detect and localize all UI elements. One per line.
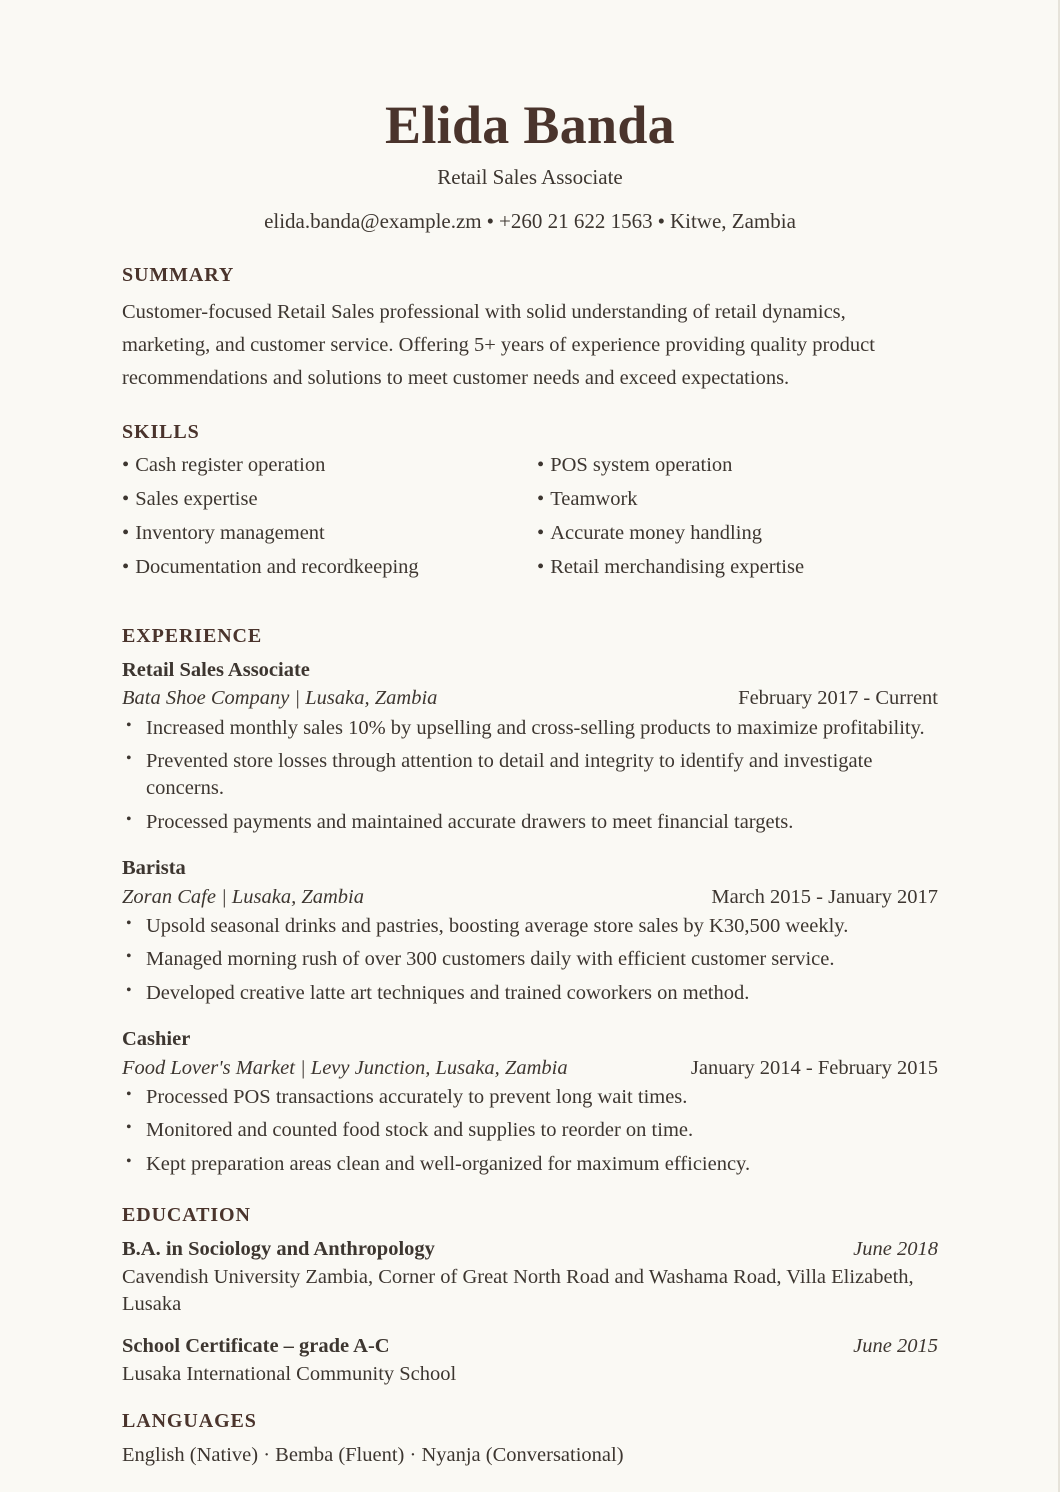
contact-phone: +260 21 622 1563: [499, 208, 653, 233]
education-entry-head: [122, 1333, 938, 1360]
education-entry-head: [122, 1236, 938, 1263]
resume-header: [122, 96, 938, 234]
section-heading-experience: EXPERIENCE: [122, 624, 263, 647]
skill-label: Sales expertise: [135, 488, 258, 511]
summary-section: [122, 264, 938, 396]
education-date: June 2018: [853, 1237, 938, 1260]
bullet-icon: •: [122, 488, 130, 511]
bullet-icon: •: [122, 555, 130, 578]
education-entry: [122, 1333, 938, 1388]
bullet-icon: •: [122, 454, 130, 477]
skills-column-left: [122, 453, 530, 588]
job-bullet: • Kept preparation areas clean and well-organized for maximum efficiency.: [122, 1151, 938, 1178]
candidate-name: Elida Banda: [385, 95, 675, 155]
education-degree: B.A. in Sociology and Anthropology: [122, 1237, 435, 1260]
skill-item: [122, 555, 530, 581]
experience-entry: [122, 855, 938, 1007]
skills-grid: [122, 453, 938, 588]
skill-label: Documentation and recordkeeping: [135, 555, 419, 578]
job-bullet: • Increased monthly sales 10% by upselling and cross-selling products to maximize profitability.: [122, 715, 938, 742]
bullet-icon: •: [537, 555, 545, 578]
skill-label: POS system operation: [550, 454, 733, 477]
contact-separator-icon: •: [486, 208, 494, 233]
job-meta: [122, 685, 938, 712]
education-school: Cavendish University Zambia, Corner of Great North Road and Washama Road, Villa Elizabeth, Lusaka: [122, 1265, 914, 1316]
languages-section: [122, 1410, 938, 1470]
contact-line: [122, 209, 938, 234]
job-dates: January 2014 - February 2015: [690, 1056, 938, 1079]
skill-item: [537, 521, 938, 547]
job-meta: [122, 884, 938, 911]
section-heading-skills: SKILLS: [122, 421, 200, 444]
skill-label: Cash register operation: [135, 454, 326, 477]
job-bullet: • Prevented store losses through attention to detail and integrity to identify and investigate concerns.: [122, 748, 938, 803]
education-degree: School Certificate – grade A-C: [122, 1334, 390, 1357]
bullet-icon: •: [537, 488, 545, 511]
job-bullet: • Monitored and counted food stock and supplies to reorder on time.: [122, 1117, 938, 1144]
skill-label: Teamwork: [550, 488, 638, 511]
skill-item: [537, 453, 938, 479]
section-heading-education: EDUCATION: [122, 1203, 251, 1226]
job-bullet-list: [122, 1084, 938, 1178]
experience-entry: [122, 657, 938, 836]
education-date: June 2015: [853, 1334, 938, 1357]
job-company: Bata Shoe Company | Lusaka, Zambia: [122, 687, 438, 710]
job-dates: March 2015 - January 2017: [711, 885, 938, 908]
job-meta: [122, 1055, 938, 1082]
job-role: Retail Sales Associate: [122, 658, 310, 681]
contact-email: elida.banda@example.zm: [264, 208, 482, 233]
job-bullet-list: [122, 715, 938, 836]
skill-item: [537, 555, 938, 581]
education-entry: [122, 1236, 938, 1319]
summary-text: Customer-focused Retail Sales professional with solid understanding of retail dynamics, marketing, and customer service. Offering 5+ years of experience providing quality product recommendations and solutions to meet customer needs and exceed expectations.: [122, 300, 875, 390]
experience-entry: [122, 1026, 938, 1178]
section-heading-languages: LANGUAGES: [122, 1410, 257, 1433]
section-heading-summary: SUMMARY: [122, 263, 235, 286]
skills-column-right: [530, 453, 938, 588]
job-bullet: • Processed POS transactions accurately to prevent long wait times.: [122, 1084, 938, 1111]
skills-section: [122, 421, 938, 588]
skill-item: [122, 487, 530, 513]
job-dates: February 2017 - Current: [738, 687, 938, 710]
job-company: Food Lover's Market | Levy Junction, Lusaka, Zambia: [122, 1056, 568, 1079]
contact-location: Kitwe, Zambia: [669, 208, 796, 233]
skill-label: Inventory management: [135, 521, 325, 544]
bullet-icon: •: [537, 454, 545, 477]
education-section: [122, 1204, 938, 1388]
candidate-job-title: Retail Sales Associate: [437, 165, 623, 190]
job-bullet: • Developed creative latte art techniques and trained coworkers on method.: [122, 980, 938, 1007]
job-bullet-list: [122, 913, 938, 1007]
job-role: Cashier: [122, 1027, 191, 1050]
skill-item: [537, 487, 938, 513]
skill-item: [122, 521, 530, 547]
bullet-icon: •: [122, 521, 130, 544]
contact-separator-icon: •: [657, 208, 665, 233]
job-role: Barista: [122, 856, 186, 879]
skill-label: Retail merchandising expertise: [550, 555, 805, 578]
education-school: Lusaka International Community School: [122, 1362, 457, 1385]
experience-section: [122, 625, 938, 1178]
job-company: Zoran Cafe | Lusaka, Zambia: [122, 885, 364, 908]
job-bullet: • Upsold seasonal drinks and pastries, boosting average store sales by K30,500 weekly.: [122, 913, 938, 940]
skill-label: Accurate money handling: [550, 521, 762, 544]
job-bullet: • Managed morning rush of over 300 customers daily with efficient customer service.: [122, 946, 938, 973]
bullet-icon: •: [537, 521, 545, 544]
skill-item: [122, 453, 530, 479]
languages-text: English (Native) · Bemba (Fluent) · Nyanja (Conversational): [122, 1444, 624, 1467]
job-bullet: • Processed payments and maintained accurate drawers to meet financial targets.: [122, 809, 938, 836]
